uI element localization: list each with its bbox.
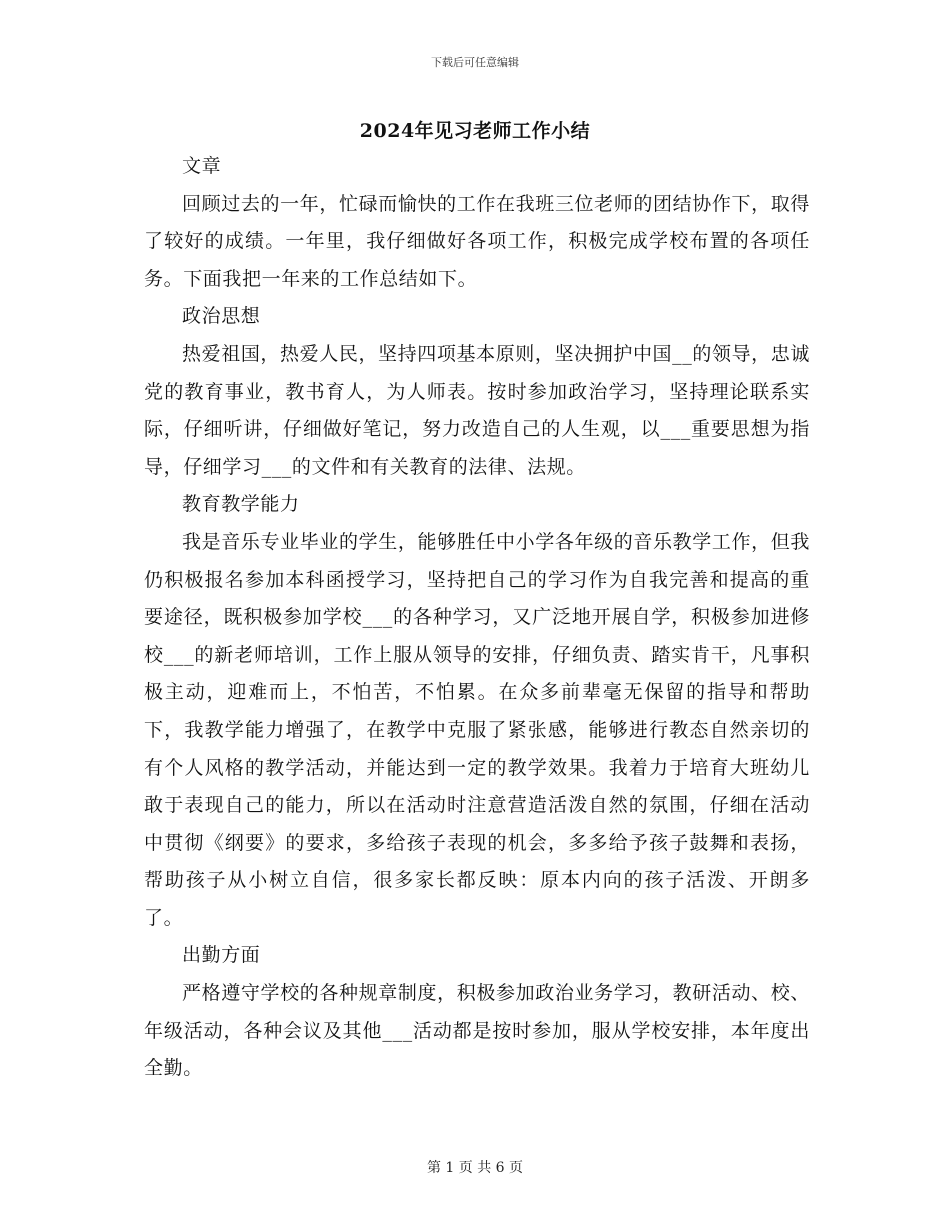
document-title: 2024年见习老师工作小结 (359, 120, 591, 142)
paragraph-teaching: 我是音乐专业毕业的学生，能够胜任中小学各年级的音乐教学工作，但我仍积极报名参加本科函授学习，坚持把自己的学习作为自我完善和提高的重要途径，既积极参加学校___的各种学习，又广泛地开展自学，积极参加进修校___的新老师培训，工作上服从领导的安排，仔细负责、踏实肯干，凡事积极主动，迎难而上，不怕苦，不怕累。在众多前辈毫无保留的指导和帮助下，我教学能力增强了，在教学中克服了紧张感，能够进行教态自然亲切的有个人风格的教学活动，并能达到一定的教学效果。我着力于培育大班幼儿敢于表现自己的能力，所以在活动时注意营造活泼自然的氛围，仔细在活动中贯彻《纲要》的要求，多给孩子表现的机会，多多给予孩子鼓舞和表扬，帮助孩子从小树立自信，很多家长都反映：原本内向的孩子活泼、开朗多了。 (144, 530, 810, 929)
paragraph-intro: 回顾过去的一年，忙碌而愉快的工作在我班三位老师的团结协作下，取得了较好的成绩。一年里，我仔细做好各项工作，积极完成学校布置的各项任务。下面我把一年来的工作总结如下。 (144, 192, 810, 290)
section-heading-attendance: 出勤方面 (182, 944, 261, 967)
page-header-note: 下载后可任意编辑 (431, 56, 519, 69)
section-heading-teaching: 教育教学能力 (182, 493, 300, 516)
page-number: 第 1 页 共 6 页 (426, 1160, 524, 1176)
section-heading-political: 政治思想 (182, 305, 261, 328)
document-body (144, 148, 810, 1088)
section-label-article: 文章 (182, 155, 222, 177)
paragraph-attendance: 严格遵守学校的各种规章制度，积极参加政治业务学习，教研活动、校、年级活动，各种会议及其他___活动都是按时参加，服从学校安排，本年度出全勤。 (144, 982, 810, 1080)
paragraph-political: 热爱祖国，热爱人民，坚持四项基本原则，坚决拥护中国__的领导，忠诚党的教育事业，教书育人，为人师表。按时参加政治学习，坚持理论联系实际，仔细听讲，仔细做好笔记，努力改造自己的人生观，以___重要思想为指导，仔细学习___的文件和有关教育的法律、法规。 (144, 342, 810, 478)
